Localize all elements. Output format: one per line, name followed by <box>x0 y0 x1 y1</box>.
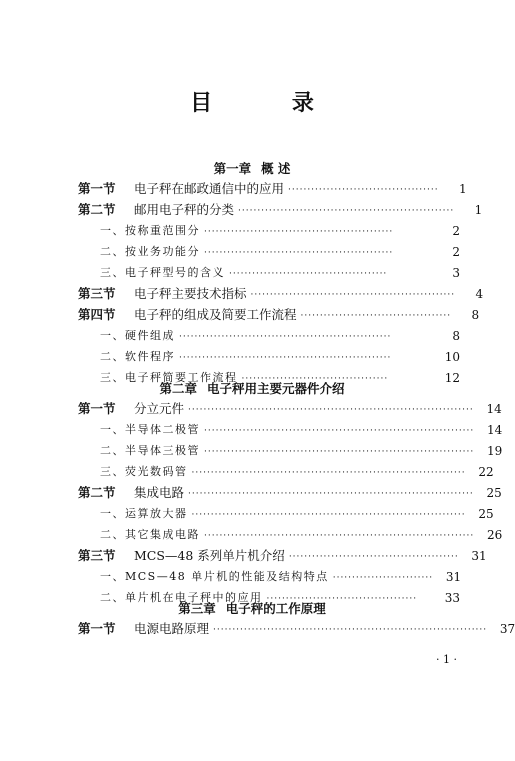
entry-title: 分立元件 <box>134 401 185 416</box>
toc-entry[interactable] <box>0 568 504 586</box>
page-ref: 14 <box>486 423 503 437</box>
chapter-number: 第一章 <box>213 161 252 176</box>
dot-leader: ······································································· <box>213 625 488 635</box>
page-ref: 37 <box>499 622 515 636</box>
entry-title: 三、电子秤简要工作流程 <box>100 371 238 384</box>
toc-entry[interactable] <box>0 505 504 523</box>
section-number: 第一节 <box>78 401 116 416</box>
entry-title: 一、硬件组成 <box>100 329 175 342</box>
toc-entry[interactable] <box>0 400 504 418</box>
page-ref: 31 <box>445 570 462 584</box>
dot-leader: ······················································· <box>179 353 392 363</box>
section-number: 第二节 <box>78 202 116 217</box>
chapter-heading <box>0 160 504 178</box>
entry-title: 一、MCS—48 单片机的性能及结构特点 <box>100 570 329 583</box>
toc-entry[interactable] <box>0 484 504 502</box>
dot-leader: ················································· <box>204 248 394 258</box>
entry-title: 一、半导体二极管 <box>100 423 200 436</box>
chapter-title: 概 述 <box>261 161 291 176</box>
entry-title: 一、运算放大器 <box>100 507 188 520</box>
entry-title: 集成电路 <box>134 485 185 500</box>
entry-title: 二、其它集成电路 <box>100 528 200 541</box>
entry-title: 电子秤主要技术指标 <box>134 286 247 301</box>
page-ref: 4 <box>475 287 484 301</box>
toc-entry[interactable] <box>0 264 504 282</box>
page-ref: 2 <box>452 245 460 259</box>
toc-entry[interactable] <box>0 442 504 460</box>
toc-entry[interactable] <box>0 243 504 261</box>
dot-leader: ······································································· <box>191 510 466 520</box>
toc-entry[interactable] <box>0 201 504 219</box>
section-number: 第三节 <box>78 286 116 301</box>
entry-title: 二、半导体三极管 <box>100 444 200 457</box>
toc-entry[interactable] <box>0 463 504 481</box>
section-number: 第一节 <box>78 181 116 196</box>
dot-leader: ······································· <box>300 311 452 321</box>
toc-entry[interactable] <box>0 620 515 638</box>
chapter-heading <box>0 600 504 618</box>
toc-entry[interactable] <box>0 306 504 324</box>
page-ref: 31 <box>471 549 487 563</box>
dot-leader: ············································ <box>288 552 459 562</box>
chapter-number: 第二章 <box>159 381 197 396</box>
page-ref: 25 <box>478 507 494 521</box>
entry-title: 邮用电子秤的分类 <box>134 202 235 217</box>
entry-title: 二、软件程序 <box>100 350 175 363</box>
dot-leader: ························································ <box>238 206 455 216</box>
toc-entry[interactable] <box>0 526 504 544</box>
entry-title: 一、按称重范围分 <box>100 224 200 237</box>
page-ref: 10 <box>444 350 460 364</box>
dot-leader: ······································································ <box>204 426 475 436</box>
dot-leader: ·························· <box>332 573 434 583</box>
page-ref: 2 <box>452 224 460 238</box>
entry-title: MCS—48 系列单片机介绍 <box>134 548 285 563</box>
page-ref: 26 <box>486 528 503 542</box>
dot-leader: ·········································································· <box>188 405 474 415</box>
section-number: 第四节 <box>78 307 116 322</box>
entry-title: 二、单片机在电子秤中的应用 <box>100 591 263 604</box>
dot-leader: ······································································· <box>191 468 466 478</box>
page-ref: 19 <box>486 444 503 458</box>
toc-entry[interactable] <box>0 285 504 303</box>
page-ref: 8 <box>471 308 480 322</box>
entry-title: 电子秤的组成及简要工作流程 <box>134 307 297 322</box>
toc-entry[interactable] <box>0 421 504 439</box>
section-number: 第三节 <box>78 548 116 563</box>
section-number: 第一节 <box>78 621 116 636</box>
page-ref: 3 <box>452 266 460 280</box>
page-ref: 33 <box>444 591 460 605</box>
page-ref: 8 <box>452 329 460 343</box>
page-ref: 1 <box>458 182 467 196</box>
chapter-title: 电子秤的工作原理 <box>225 601 326 616</box>
dot-leader: ········································· <box>229 269 388 279</box>
page-ref: 1 <box>474 203 483 217</box>
toc-entry[interactable] <box>0 547 504 565</box>
dot-leader: ······················································· <box>179 332 392 342</box>
page-ref: 12 <box>444 371 460 385</box>
toc-entry[interactable] <box>0 180 504 198</box>
entry-title: 二、按业务功能分 <box>100 245 200 258</box>
chapter-heading <box>0 380 504 398</box>
page-ref: 14 <box>486 402 502 416</box>
page-ref: 22 <box>478 465 494 479</box>
dot-leader: ······································ <box>241 374 389 384</box>
page-ref: 25 <box>486 486 502 500</box>
dot-leader: ····················································· <box>250 290 456 300</box>
entry-title: 三、荧光数码管 <box>100 465 188 478</box>
section-number: 第二节 <box>78 485 116 500</box>
entry-title: 电子秤在邮政通信中的应用 <box>134 181 285 196</box>
dot-leader: ······································································ <box>204 531 475 541</box>
entry-title: 电源电路原理 <box>134 621 210 636</box>
page-title: 目 录 <box>190 91 350 116</box>
dot-leader: ·········································································· <box>188 489 474 499</box>
chapter-number: 第三章 <box>178 601 216 616</box>
chapter-title: 电子秤用主要元器件介绍 <box>207 381 345 396</box>
entry-title: 三、电子秤型号的含义 <box>100 266 225 279</box>
dot-leader: ······································································ <box>204 447 475 457</box>
toc-entry[interactable] <box>0 222 504 240</box>
toc-entry[interactable] <box>0 348 504 366</box>
dot-leader: ······································· <box>288 185 439 195</box>
toc-entry[interactable] <box>0 327 504 345</box>
dot-leader: ······································· <box>266 594 418 604</box>
dot-leader: ················································· <box>204 227 394 237</box>
page-number: · 1 · <box>436 653 457 666</box>
